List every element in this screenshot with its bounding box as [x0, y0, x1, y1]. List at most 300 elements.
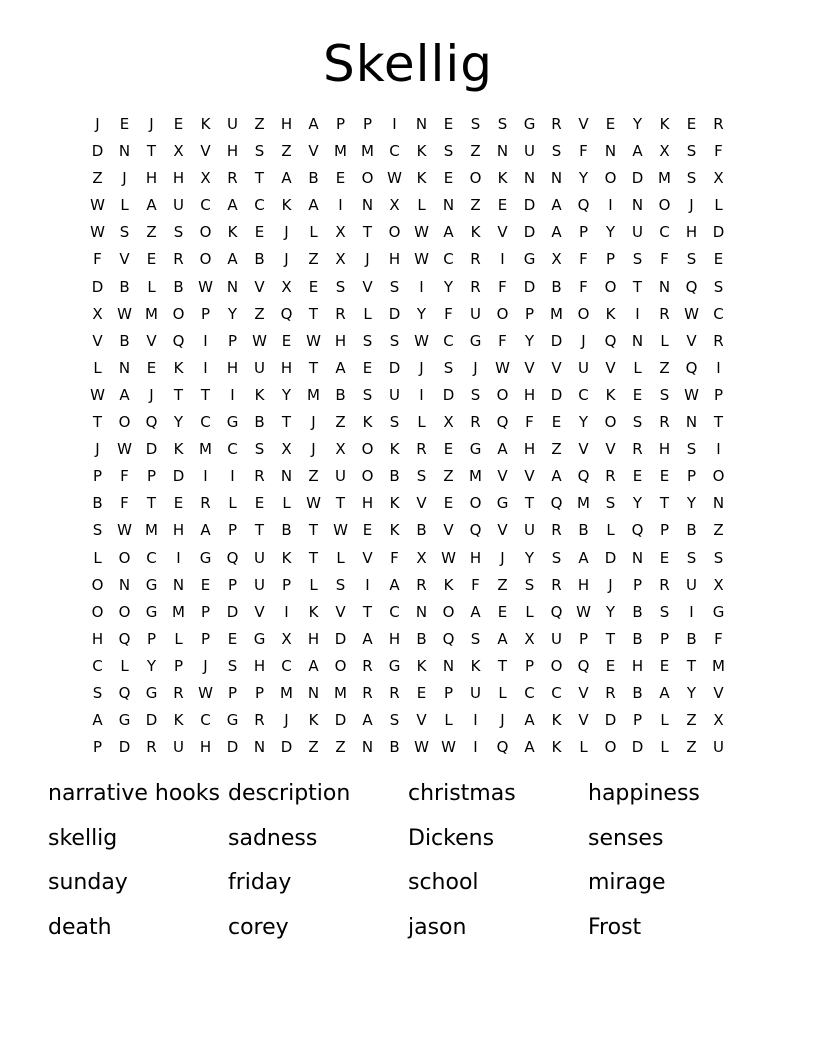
grid-letter: C	[200, 196, 211, 215]
grid-letter: D	[118, 738, 131, 757]
grid-letter: O	[577, 304, 590, 323]
grid-letter: X	[335, 250, 346, 269]
grid-letter: U	[173, 196, 184, 215]
grid-letter: B	[92, 494, 103, 513]
grid-letter: B	[416, 521, 427, 540]
grid-letter: S	[173, 223, 184, 242]
grid-letter: Y	[443, 277, 454, 296]
grid-letter: A	[92, 711, 103, 730]
grid-letter: Y	[416, 304, 427, 323]
grid-letter: H	[361, 494, 374, 513]
grid-letter: I	[689, 602, 694, 621]
grid-letter: H	[172, 521, 185, 540]
grid-letter: A	[632, 142, 643, 161]
grid-letter: S	[389, 711, 400, 730]
grid-letter: B	[335, 385, 346, 404]
grid-letter: X	[281, 629, 292, 648]
grid-letter: P	[200, 602, 211, 621]
grid-letter: V	[362, 277, 373, 296]
grid-letter: H	[172, 169, 185, 188]
grid-letter: J	[581, 331, 586, 350]
grid-letter: Q	[685, 277, 698, 296]
grid-letter: K	[551, 711, 562, 730]
grid-letter: C	[254, 196, 265, 215]
grid-letter: A	[551, 223, 562, 242]
grid-letter: F	[579, 277, 588, 296]
grid-letter: N	[118, 575, 131, 594]
grid-letter: S	[254, 142, 265, 161]
grid-letter: K	[416, 142, 427, 161]
grid-letter: L	[417, 413, 426, 432]
word-list-item: corey	[228, 915, 289, 941]
grid-letter: E	[551, 413, 562, 432]
grid-letter: P	[578, 223, 589, 242]
grid-letter: P	[92, 467, 103, 486]
grid-letter: S	[470, 385, 481, 404]
grid-letter: Z	[308, 467, 319, 486]
grid-letter: I	[716, 440, 721, 459]
grid-letter: M	[145, 521, 158, 540]
grid-letter: S	[551, 548, 562, 567]
grid-letter: X	[335, 440, 346, 459]
grid-letter: N	[550, 169, 563, 188]
grid-letter: T	[308, 358, 319, 377]
grid-letter: D	[145, 711, 158, 730]
grid-letter: O	[361, 169, 374, 188]
grid-letter: I	[635, 304, 640, 323]
grid-letter: J	[284, 250, 289, 269]
grid-letter: N	[307, 683, 320, 702]
grid-letter: U	[632, 223, 643, 242]
grid-letter: K	[362, 413, 373, 432]
grid-letter: V	[200, 142, 211, 161]
grid-letter: Q	[145, 413, 158, 432]
grid-letter: P	[200, 304, 211, 323]
grid-letter: H	[334, 331, 347, 350]
grid-letter: V	[254, 277, 265, 296]
grid-letter: O	[199, 250, 212, 269]
grid-letter: J	[365, 250, 370, 269]
word-list-item: description	[228, 781, 351, 806]
grid-letter: E	[281, 331, 292, 350]
grid-letter: U	[578, 358, 589, 377]
grid-letter: C	[200, 711, 211, 730]
word-list-item: narrative hooks	[48, 781, 220, 806]
word-list-item: death	[48, 915, 112, 941]
grid-letter: G	[496, 494, 509, 513]
grid-letter: L	[309, 223, 318, 242]
grid-letter: G	[145, 602, 158, 621]
grid-letter: L	[714, 196, 723, 215]
grid-letter: S	[497, 115, 508, 133]
grid-letter: S	[335, 575, 346, 594]
grid-letter: R	[713, 115, 724, 133]
grid-letter: A	[524, 738, 535, 757]
grid-letter: E	[146, 250, 157, 269]
grid-letter: W	[495, 358, 510, 377]
grid-letter: J	[311, 413, 316, 432]
grid-letter: Z	[551, 440, 562, 459]
grid-letter: Z	[254, 304, 265, 323]
grid-letter: T	[308, 304, 319, 323]
grid-letter: J	[311, 440, 316, 459]
grid-letter: D	[334, 629, 347, 648]
grid-letter: R	[389, 683, 400, 702]
grid-letter: A	[308, 196, 319, 215]
grid-letter: Q	[442, 629, 455, 648]
grid-letter: N	[442, 656, 455, 675]
grid-letter: N	[712, 494, 725, 513]
grid-letter: A	[659, 683, 670, 702]
grid-letter: M	[307, 385, 320, 404]
grid-letter: Q	[118, 683, 131, 702]
grid-letter: M	[577, 494, 590, 513]
grid-letter: E	[713, 250, 724, 269]
grid-letter: M	[334, 142, 347, 161]
grid-letter: Q	[496, 738, 509, 757]
grid-letter: N	[226, 277, 239, 296]
grid-letter: E	[443, 494, 454, 513]
grid-letter: P	[146, 467, 157, 486]
grid-letter: Z	[686, 738, 697, 757]
grid-letter: J	[608, 575, 613, 594]
grid-letter: L	[444, 711, 453, 730]
grid-letter: X	[416, 548, 427, 567]
grid-letter: P	[605, 250, 616, 269]
grid-letter: K	[443, 575, 454, 594]
grid-letter: V	[578, 711, 589, 730]
grid-letter: W	[198, 683, 213, 702]
grid-letter: J	[284, 223, 289, 242]
grid-letter: W	[117, 521, 132, 540]
grid-letter: G	[469, 331, 482, 350]
grid-letter: O	[199, 223, 212, 242]
grid-letter: Y	[281, 385, 292, 404]
grid-letter: D	[712, 223, 725, 242]
grid-letter: S	[632, 250, 643, 269]
grid-letter: L	[606, 521, 615, 540]
grid-letter: K	[200, 115, 211, 133]
grid-letter: G	[145, 575, 158, 594]
grid-letter: E	[443, 440, 454, 459]
grid-letter: N	[442, 196, 455, 215]
grid-letter: P	[443, 683, 454, 702]
grid-letter: Z	[659, 358, 670, 377]
grid-letter: K	[551, 738, 562, 757]
grid-letter: B	[308, 169, 319, 188]
grid-letter: C	[281, 656, 292, 675]
grid-letter: Q	[550, 494, 563, 513]
grid-letter: I	[230, 385, 235, 404]
grid-letter: S	[389, 413, 400, 432]
grid-letter: D	[442, 385, 455, 404]
grid-letter: Y	[605, 602, 616, 621]
grid-letter: B	[119, 331, 130, 350]
grid-letter: M	[550, 304, 563, 323]
grid-letter: R	[659, 413, 670, 432]
grid-letter: C	[524, 683, 535, 702]
grid-letter: R	[632, 440, 643, 459]
word-list-item: christmas	[408, 781, 516, 806]
grid-letter: S	[443, 358, 454, 377]
grid-letter: Q	[226, 548, 239, 567]
grid-letter: D	[550, 331, 563, 350]
grid-letter: E	[605, 656, 616, 675]
grid-letter: W	[90, 385, 105, 404]
word-list-item: Dickens	[408, 825, 495, 851]
grid-letter: U	[254, 575, 265, 594]
word-list	[48, 772, 768, 951]
grid-letter: X	[713, 711, 724, 730]
grid-letter: T	[308, 521, 319, 540]
grid-letter: Z	[686, 711, 697, 730]
grid-letter: P	[659, 521, 670, 540]
grid-letter: M	[280, 683, 293, 702]
grid-letter: H	[658, 440, 671, 459]
grid-letter: N	[118, 142, 131, 161]
grid-letter: H	[91, 629, 104, 648]
grid-letter: S	[389, 331, 400, 350]
grid-letter: K	[470, 223, 481, 242]
grid-letter: A	[578, 548, 589, 567]
grid-letter: Z	[92, 169, 103, 188]
grid-letter: D	[226, 602, 239, 621]
grid-letter: L	[120, 196, 129, 215]
grid-letter: Q	[172, 331, 185, 350]
grid-letter: F	[120, 494, 129, 513]
grid-letter: O	[658, 196, 671, 215]
grid-letter: D	[550, 385, 563, 404]
grid-letter: Q	[550, 602, 563, 621]
grid-letter: P	[335, 115, 346, 133]
grid-letter: D	[388, 304, 401, 323]
grid-letter: I	[203, 467, 208, 486]
grid-letter: V	[416, 711, 427, 730]
grid-letter: P	[713, 385, 724, 404]
grid-letter: S	[254, 440, 265, 459]
grid-letter: C	[146, 548, 157, 567]
grid-letter: Y	[524, 331, 535, 350]
page-title: Skellig	[322, 35, 494, 93]
grid-letter: R	[146, 738, 157, 757]
grid-letter: W	[414, 223, 429, 242]
grid-letter: O	[118, 413, 131, 432]
grid-letter: B	[416, 629, 427, 648]
grid-letter: P	[254, 683, 265, 702]
grid-letter: F	[93, 250, 102, 269]
grid-letter: V	[524, 358, 535, 377]
word-list-item: friday	[228, 870, 292, 896]
grid-letter: I	[419, 277, 424, 296]
grid-letter: P	[227, 575, 238, 594]
grid-letter: S	[92, 683, 103, 702]
grid-letter: A	[119, 385, 130, 404]
grid-letter: O	[334, 656, 347, 675]
grid-letter: U	[173, 738, 184, 757]
grid-letter: V	[119, 250, 130, 269]
grid-letter: K	[416, 169, 427, 188]
grid-letter: N	[496, 142, 509, 161]
grid-letter: L	[498, 683, 507, 702]
grid-letter: H	[280, 358, 293, 377]
grid-letter: Z	[335, 413, 346, 432]
grid-letter: H	[631, 656, 644, 675]
grid-letter: U	[524, 521, 535, 540]
grid-letter: V	[605, 440, 616, 459]
grid-letter: I	[176, 548, 181, 567]
grid-letter: M	[199, 440, 212, 459]
grid-letter: H	[577, 575, 590, 594]
grid-letter: F	[714, 629, 723, 648]
grid-letter: E	[686, 115, 697, 133]
grid-letter: D	[172, 467, 185, 486]
grid-letter: X	[443, 413, 454, 432]
grid-letter: E	[497, 602, 508, 621]
grid-letter: G	[388, 656, 401, 675]
grid-letter: J	[500, 711, 505, 730]
grid-letter: F	[579, 142, 588, 161]
grid-letter: E	[416, 683, 427, 702]
grid-letter: E	[632, 467, 643, 486]
grid-letter: E	[605, 115, 616, 133]
grid-letter: R	[362, 656, 373, 675]
grid-letter: V	[416, 494, 427, 513]
grid-letter: B	[119, 277, 130, 296]
grid-letter: O	[172, 304, 185, 323]
grid-letter: M	[712, 656, 725, 675]
grid-letter: A	[308, 115, 319, 133]
grid-letter: O	[550, 656, 563, 675]
grid-letter: T	[308, 548, 319, 567]
grid-letter: D	[91, 277, 104, 296]
grid-letter: L	[282, 494, 291, 513]
grid-letter: D	[145, 440, 158, 459]
grid-letter: N	[415, 115, 428, 133]
grid-letter: I	[419, 385, 424, 404]
grid-letter: Q	[280, 304, 293, 323]
grid-letter: T	[605, 629, 616, 648]
grid-letter: V	[146, 331, 157, 350]
grid-letter: C	[578, 385, 589, 404]
grid-letter: S	[686, 440, 697, 459]
grid-letter: P	[659, 629, 670, 648]
grid-letter: K	[254, 385, 265, 404]
grid-letter: L	[93, 358, 102, 377]
grid-letter: W	[441, 738, 456, 757]
grid-letter: F	[471, 575, 480, 594]
grid-letter: A	[308, 656, 319, 675]
grid-letter: T	[497, 656, 508, 675]
grid-letter: E	[227, 629, 238, 648]
word-list-item: school	[408, 870, 479, 896]
grid-letter: W	[387, 169, 402, 188]
grid-letter: S	[362, 385, 373, 404]
grid-letter: O	[388, 223, 401, 242]
grid-letter: K	[416, 656, 427, 675]
grid-letter: T	[173, 385, 184, 404]
grid-letter: X	[281, 440, 292, 459]
grid-letter: T	[92, 413, 103, 432]
grid-letter: E	[659, 656, 670, 675]
grid-letter: T	[254, 521, 265, 540]
grid-letter: I	[338, 196, 343, 215]
grid-letter: Y	[578, 413, 589, 432]
grid-letter: A	[200, 521, 211, 540]
grid-letter: O	[91, 575, 104, 594]
grid-letter: L	[309, 575, 318, 594]
word-list-item: mirage	[588, 870, 666, 896]
grid-letter: P	[578, 629, 589, 648]
grid-letter: T	[524, 494, 535, 513]
grid-letter: Q	[496, 413, 509, 432]
grid-letter: R	[254, 467, 265, 486]
grid-letter: K	[173, 711, 184, 730]
grid-letter: X	[335, 223, 346, 242]
grid-letter: J	[689, 196, 694, 215]
grid-letter: X	[389, 196, 400, 215]
grid-letter: E	[632, 385, 643, 404]
grid-letter: G	[712, 602, 725, 621]
grid-letter: L	[228, 494, 237, 513]
grid-letter: N	[631, 331, 644, 350]
grid-letter: X	[713, 575, 724, 594]
grid-letter: S	[632, 413, 643, 432]
grid-letter: K	[389, 494, 400, 513]
grid-letter: B	[632, 683, 643, 702]
grid-letter: D	[631, 169, 644, 188]
grid-letter: K	[659, 115, 670, 133]
grid-letter: V	[578, 440, 589, 459]
grid-letter: Q	[577, 196, 590, 215]
grid-letter: R	[362, 683, 373, 702]
word-list-item: jason	[408, 915, 467, 941]
grid-letter: B	[686, 629, 697, 648]
grid-letter: X	[713, 169, 724, 188]
grid-letter: W	[414, 738, 429, 757]
grid-letter: B	[254, 250, 265, 269]
grid-letter: H	[307, 629, 320, 648]
grid-letter: W	[90, 223, 105, 242]
grid-letter: U	[686, 575, 697, 594]
grid-letter: M	[361, 142, 374, 161]
grid-letter: Z	[146, 223, 157, 242]
grid-letter: V	[497, 467, 508, 486]
grid-letter: F	[525, 413, 534, 432]
grid-letter: L	[417, 196, 426, 215]
word-list-item: sadness	[228, 825, 318, 851]
grid-letter: K	[227, 223, 238, 242]
grid-letter: T	[632, 277, 643, 296]
grid-letter: E	[443, 169, 454, 188]
grid-letter: T	[281, 413, 292, 432]
grid-letter: L	[363, 304, 372, 323]
word-list-item: skellig	[48, 825, 118, 851]
grid-letter: T	[362, 223, 373, 242]
grid-letter: F	[444, 304, 453, 323]
grid-letter: G	[253, 629, 266, 648]
grid-letter: B	[281, 521, 292, 540]
grid-letter: A	[443, 223, 454, 242]
grid-letter: C	[659, 223, 670, 242]
grid-letter: L	[525, 602, 534, 621]
grid-letter: S	[605, 494, 616, 513]
grid-letter: O	[604, 277, 617, 296]
grid-letter: Z	[254, 115, 265, 133]
grid-letter: X	[200, 169, 211, 188]
grid-letter: F	[498, 277, 507, 296]
grid-letter: S	[713, 277, 724, 296]
grid-letter: R	[605, 683, 616, 702]
